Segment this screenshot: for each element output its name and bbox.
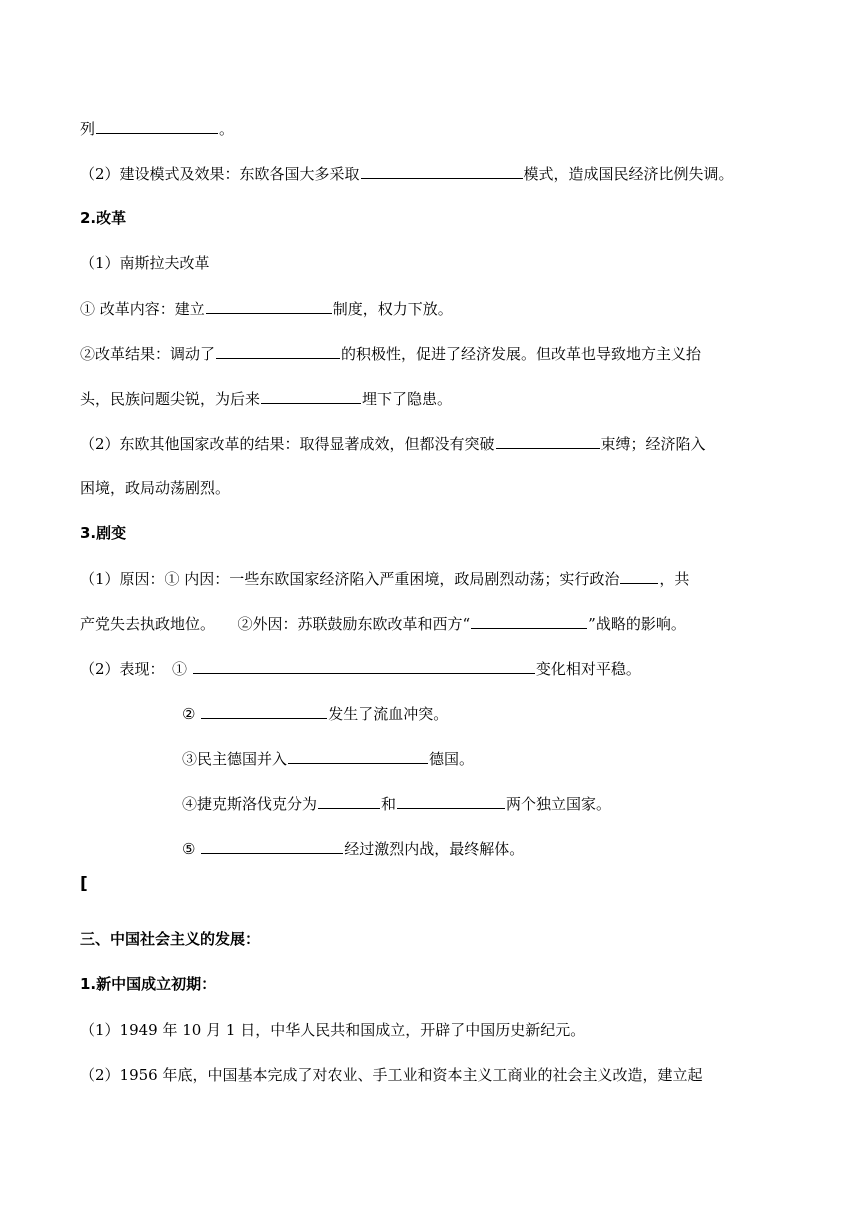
section-heading: 1.新中国成立初期： [80, 975, 217, 993]
section-heading: 三、中国社会主义的发展： [80, 930, 261, 948]
text: ，共 [659, 570, 690, 588]
text: （2）东欧其他国家改革的结果：取得显著成效，但都没有突破 [80, 435, 495, 453]
text-line: （2）1956 年底，中国基本完成了对农业、手工业和资本主义工商业的社会主义改造，建立起 [80, 1066, 703, 1084]
text-line [80, 163, 734, 184]
stray-bracket: [ [80, 874, 88, 894]
text-line: （1）1949 年 10 月 1 日，中华人民共和国成立，开辟了中国历史新纪元。 [80, 1021, 586, 1039]
fill-blank [471, 613, 587, 629]
text: 德国。 [429, 750, 475, 768]
text: ②改革结果：调动了 [80, 345, 216, 363]
text: ”战略的影响。 [588, 615, 686, 633]
fill-blank [201, 838, 343, 854]
text-line [182, 703, 448, 724]
text-line: （1）南斯拉夫改革 [80, 254, 210, 272]
text: 经过激烈内战，最终解体。 [344, 840, 525, 858]
fill-blank [318, 793, 380, 809]
text: 束缚；经济陷入 [600, 435, 706, 453]
fill-blank [361, 163, 523, 179]
text-line [80, 343, 701, 364]
fill-blank [496, 433, 600, 449]
text: 模式，造成国民经济比例失调。 [523, 165, 734, 183]
fill-blank [288, 748, 428, 764]
text-line [182, 748, 474, 769]
fill-blank [96, 118, 218, 134]
text: ④捷克斯洛伐克分为 [182, 795, 318, 813]
text: 埋下了隐患。 [362, 390, 453, 408]
text-line [80, 658, 641, 679]
text: 制度，权力下放。 [332, 300, 453, 318]
fill-blank [397, 793, 505, 809]
text: 发生了流血冲突。 [328, 705, 449, 723]
section-heading: 3.剧变 [80, 524, 127, 542]
fill-blank [261, 388, 361, 404]
text: 产党失去执政地位。 ②外因：苏联鼓励东欧改革和西方“ [80, 615, 471, 633]
text-line [182, 838, 524, 859]
text: 的积极性，促进了经济发展。但改革也导致地方主义抬 [341, 345, 702, 363]
text: ③民主德国并入 [182, 750, 288, 768]
text: ② [182, 705, 196, 723]
text: 和 [381, 795, 397, 813]
text: 两个独立国家。 [506, 795, 612, 813]
text-line: 困境，政局动荡剧烈。 [80, 479, 231, 497]
fill-blank [193, 658, 535, 674]
fill-blank [620, 568, 658, 584]
text-line [80, 433, 706, 454]
text-line [80, 388, 452, 409]
text-line [182, 793, 611, 814]
text-line [80, 118, 234, 139]
text: ⑤ [182, 840, 196, 858]
text-line [80, 298, 453, 319]
text: 列 [80, 120, 96, 138]
text: （1）原因：① 内因：一些东欧国家经济陷入严重困境，政局剧烈动荡；实行政治 [80, 570, 620, 588]
fill-blank [201, 703, 327, 719]
text: （2）建设模式及效果：东欧各国大多采取 [80, 165, 360, 183]
fill-blank [216, 343, 340, 359]
section-heading: 2.改革 [80, 209, 127, 227]
text: 变化相对平稳。 [535, 660, 641, 678]
text: 头，民族问题尖锐，为后来 [80, 390, 261, 408]
text: 。 [219, 120, 235, 138]
text-line [80, 568, 689, 589]
text: （2）表现： ① [80, 660, 188, 678]
text: ① 改革内容：建立 [80, 300, 205, 318]
text-line [80, 613, 686, 634]
fill-blank [206, 298, 332, 314]
